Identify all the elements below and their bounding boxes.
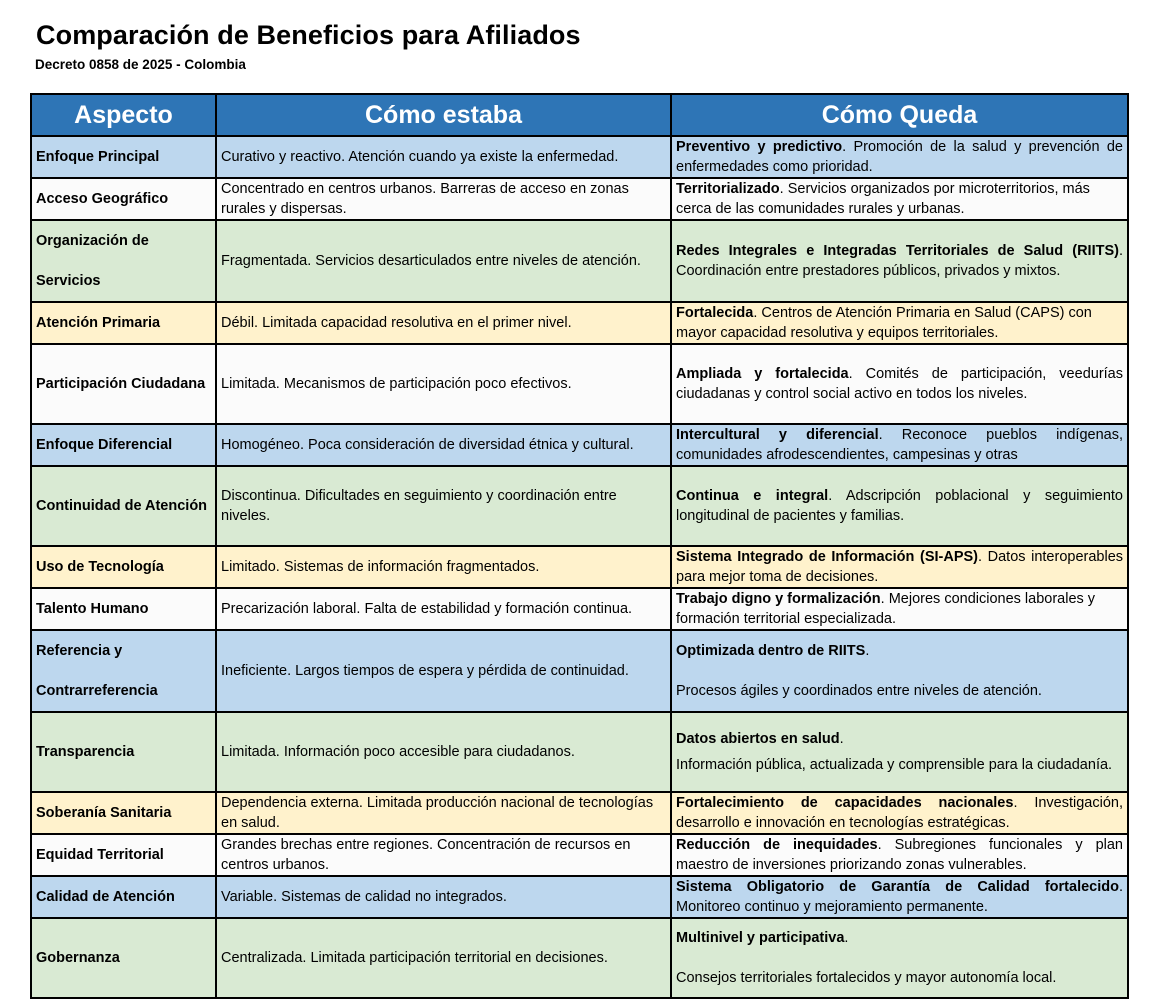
after-text: . Mejores condiciones laborales y formación territorial especializada. <box>676 591 1096 627</box>
row-after <box>671 630 1128 712</box>
header-after: Cómo Queda <box>671 94 1128 136</box>
after-text: . Comités de participación, veedurías ciudadanas y control social activo en todos los niveles. <box>676 366 1123 402</box>
row-before: Limitada. Mecanismos de participación poco efectivos. <box>216 344 671 424</box>
after-highlight: Continua e integral <box>676 488 829 504</box>
spacer <box>676 661 1123 681</box>
row-after <box>671 302 1128 344</box>
after-highlight: Redes Integrales e Integradas Territoriales de Salud (RIITS) <box>676 243 1119 259</box>
row-aspect: Organización de Servicios <box>31 220 216 302</box>
row-before: Concentrado en centros urbanos. Barreras de acceso en zonas rurales y dispersas. <box>216 178 671 220</box>
row-before: Grandes brechas entre regiones. Concentración de recursos en centros urbanos. <box>216 834 671 876</box>
page-title: Comparación de Beneficios para Afiliados <box>36 20 581 50</box>
after-text: . Promoción de la salud y prevención de enfermedades como prioridad. <box>676 139 1123 175</box>
row-before: Dependencia externa. Limitada producción nacional de tecnologías en salud. <box>216 792 671 834</box>
after-text: . <box>839 731 844 747</box>
table-row <box>31 424 1128 466</box>
row-aspect: Equidad Territorial <box>31 834 216 876</box>
after-highlight: Optimizada dentro de RIITS <box>676 643 866 659</box>
after-highlight: Fortalecida <box>676 305 754 321</box>
after-extra-text: Consejos territoriales fortalecidos y mayor autonomía local. <box>676 970 1057 986</box>
row-aspect: Soberanía Sanitaria <box>31 792 216 834</box>
after-text: . Investigación, desarrollo e innovación en tecnologías estratégicas. <box>676 795 1123 831</box>
table-row <box>31 630 1128 712</box>
table-row <box>31 918 1128 998</box>
row-before: Variable. Sistemas de calidad no integrados. <box>216 876 671 918</box>
row-before: Discontinua. Dificultades en seguimiento y coordinación entre niveles. <box>216 466 671 546</box>
row-before: Precarización laboral. Falta de estabilidad y formación continua. <box>216 588 671 630</box>
table-row <box>31 792 1128 834</box>
after-text: . Coordinación entre prestadores públicos, privados y mixtos. <box>676 243 1123 279</box>
table-row <box>31 546 1128 588</box>
row-before: Curativo y reactivo. Atención cuando ya existe la enfermedad. <box>216 136 671 178</box>
row-aspect: Participación Ciudadana <box>31 344 216 424</box>
row-aspect: Continuidad de Atención <box>31 466 216 546</box>
after-highlight: Fortalecimiento de capacidades nacionales <box>676 795 1014 811</box>
row-after <box>671 918 1128 998</box>
row-after <box>671 178 1128 220</box>
after-text: . <box>865 643 870 659</box>
table-row <box>31 712 1128 792</box>
after-highlight: Ampliada y fortalecida <box>676 366 849 382</box>
table-row <box>31 466 1128 546</box>
spacer <box>676 948 1123 968</box>
after-text: . Adscripción poblacional y seguimiento longitudinal de pacientes y familias. <box>676 488 1123 524</box>
table-row <box>31 220 1128 302</box>
after-highlight: Sistema Obligatorio de Garantía de Calidad fortalecido <box>676 879 1119 895</box>
header-aspect: Aspecto <box>31 94 216 136</box>
header-before: Cómo estaba <box>216 94 671 136</box>
row-aspect: Enfoque Principal <box>31 136 216 178</box>
row-after <box>671 424 1128 466</box>
comparison-table <box>30 93 1129 999</box>
row-aspect: Referencia y Contrarreferencia <box>31 630 216 712</box>
after-extra-text: Información pública, actualizada y comprensible para la ciudadanía. <box>676 757 1113 773</box>
table-row <box>31 302 1128 344</box>
after-text: . Reconoce pueblos indígenas, comunidades afrodescendientes, campesinas y otras <box>676 427 1123 463</box>
after-text: . Subregiones funcionales y plan maestro de inversiones priorizando zonas vulnerables. <box>676 837 1123 873</box>
table-row <box>31 344 1128 424</box>
after-highlight: Reducción de inequidades <box>676 837 878 853</box>
row-after <box>671 834 1128 876</box>
row-aspect: Calidad de Atención <box>31 876 216 918</box>
after-highlight: Sistema Integrado de Información (SI-APS) <box>676 549 978 565</box>
after-highlight: Intercultural y diferencial <box>676 427 879 443</box>
page-subtitle: Decreto 0858 de 2025 - Colombia <box>35 57 246 72</box>
row-after <box>671 136 1128 178</box>
row-after <box>671 220 1128 302</box>
row-before: Ineficiente. Largos tiempos de espera y pérdida de continuidad. <box>216 630 671 712</box>
row-before: Débil. Limitada capacidad resolutiva en el primer nivel. <box>216 302 671 344</box>
row-aspect: Acceso Geográfico <box>31 178 216 220</box>
after-text: . Monitoreo continuo y mejoramiento permanente. <box>676 879 1123 915</box>
after-highlight: Preventivo y predictivo <box>676 139 843 155</box>
after-highlight: Multinivel y participativa <box>676 930 845 946</box>
table-row <box>31 834 1128 876</box>
row-before: Limitado. Sistemas de información fragmentados. <box>216 546 671 588</box>
row-after <box>671 546 1128 588</box>
after-extra-text: Procesos ágiles y coordinados entre niveles de atención. <box>676 683 1042 699</box>
table-row <box>31 136 1128 178</box>
table-row <box>31 876 1128 918</box>
after-text: . Servicios organizados por microterritorios, más cerca de las comunidades rurales y urbanas. <box>676 181 1090 217</box>
spacer <box>676 749 1123 755</box>
row-aspect: Transparencia <box>31 712 216 792</box>
after-highlight: Datos abiertos en salud <box>676 731 840 747</box>
row-after <box>671 344 1128 424</box>
row-aspect: Atención Primaria <box>31 302 216 344</box>
row-after <box>671 466 1128 546</box>
row-after <box>671 876 1128 918</box>
after-highlight: Territorializado <box>676 181 780 197</box>
after-text: . Centros de Atención Primaria en Salud (CAPS) con mayor capacidad resolutiva y equipos territoriales. <box>676 305 1092 341</box>
table-header-row <box>31 94 1128 136</box>
row-aspect: Talento Humano <box>31 588 216 630</box>
row-before: Centralizada. Limitada participación territorial en decisiones. <box>216 918 671 998</box>
row-before: Homogéneo. Poca consideración de diversidad étnica y cultural. <box>216 424 671 466</box>
row-after <box>671 712 1128 792</box>
after-text: . Datos interoperables para mejor toma de decisiones. <box>676 549 1124 585</box>
row-aspect: Enfoque Diferencial <box>31 424 216 466</box>
after-highlight: Trabajo digno y formalización <box>676 591 881 607</box>
table-row <box>31 588 1128 630</box>
after-text: . <box>844 930 849 946</box>
row-aspect: Uso de Tecnología <box>31 546 216 588</box>
row-before: Fragmentada. Servicios desarticulados entre niveles de atención. <box>216 220 671 302</box>
table-row <box>31 178 1128 220</box>
row-aspect: Gobernanza <box>31 918 216 998</box>
row-before: Limitada. Información poco accesible para ciudadanos. <box>216 712 671 792</box>
row-after <box>671 588 1128 630</box>
row-after <box>671 792 1128 834</box>
